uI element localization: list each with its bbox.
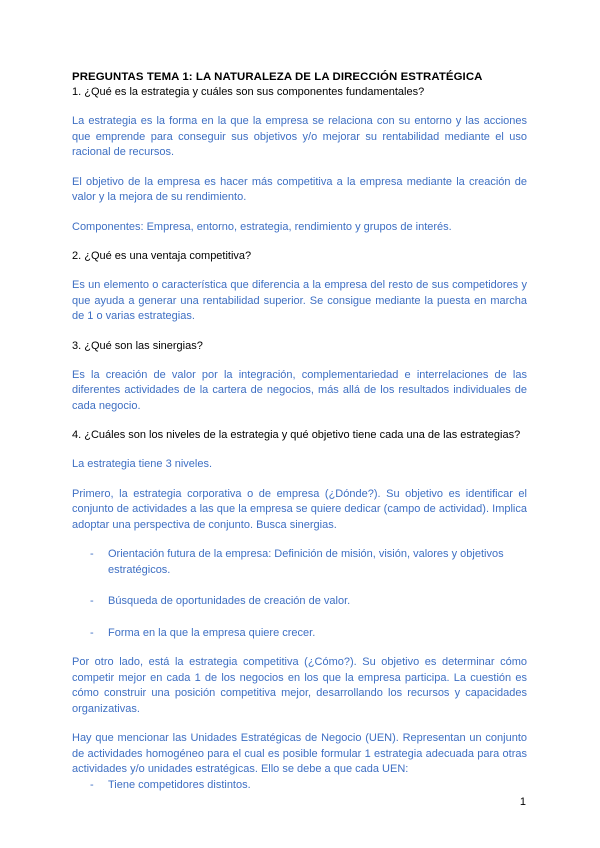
question-4: 4. ¿Cuáles son los niveles de la estrategia y qué objetivo tiene cada una de las estrategias? (72, 429, 521, 441)
corporate-strategy-list (72, 547, 527, 641)
bullet-dash: - (90, 626, 94, 639)
list-item (72, 626, 527, 642)
answer-1-paragraph-3: Componentes: Empresa, entorno, estrategia, rendimiento y grupos de interés. (72, 220, 452, 233)
answer-4-competitive-strategy: Por otro lado, está la estrategia competitiva (¿Cómo?). Su objetivo es determinar cómo competir mejor en cada 1 de los negocios en los que la empresa participa. La cuestión es cómo construir una posición competitiva mejor, desarrollando los recursos y capacidades organizativas. (72, 656, 527, 715)
list-item (72, 778, 527, 794)
bullet-dash: - (90, 548, 94, 560)
question-3: 3. ¿Qué son las sinergias? (72, 339, 203, 352)
answer-1-paragraph-1: La estrategia es la forma en la que la empresa se relaciona con su entorno y las acciones que emprende para conseguir sus objetivos y/o mejorar su rentabilidad mediante el uso racional de recursos. (72, 115, 527, 158)
list-item (72, 594, 527, 610)
list-item (72, 547, 527, 578)
list-item-text: Búsqueda de oportunidades de creación de valor. (108, 595, 351, 607)
document-content (72, 70, 527, 793)
answer-4-intro: La estrategia tiene 3 niveles. (72, 458, 213, 470)
list-item-text: Forma en la que la empresa quiere crecer. (108, 626, 316, 639)
answer-3: Es la creación de valor por la integración, complementariedad e interrelaciones de las diferentes actividades de la cartera de negocios, más allá de los resultados individuales de cada negocio. (72, 368, 527, 412)
bullet-dash: - (90, 778, 94, 791)
question-2: 2. ¿Qué es una ventaja competitiva? (72, 250, 252, 262)
answer-4-corporate-strategy: Primero, la estrategia corporativa o de empresa (¿Dónde?). Su objetivo es identificar el conjunto de actividades a las que la empresa se quiere dedicar (campo de actividad). Implica adoptar una perspectiva de conjunto. Busca sinergias. (72, 487, 527, 531)
uen-list (72, 778, 527, 794)
answer-1-paragraph-2: El objetivo de la empresa es hacer más competitiva a la empresa mediante la creación de valor y la mejora de su rendimiento. (72, 175, 527, 203)
page-number: 1 (519, 796, 526, 808)
answer-2: Es un elemento o característica que diferencia a la empresa del resto de sus competidores y que ayuda a generar una rentabilidad superior. Se consigue mediante la puesta en marcha de 1 o varias estrategias. (72, 279, 527, 322)
list-item-text: Orientación futura de la empresa: Definición de misión, visión, valores y objetivos estratégicos. (108, 548, 504, 576)
question-1: 1. ¿Qué es la estrategia y cuáles son sus componentes fundamentales? (72, 86, 425, 98)
answer-4-uen: Hay que mencionar las Unidades Estratégicas de Negocio (UEN). Representan un conjunto de actividades homogéneo para el cual es posible formular 1 estrategia adecuada para otras actividades y/o unidades estratégicas. Ello se debe a que cada UEN: (72, 732, 527, 775)
list-item-text: Tiene competidores distintos. (108, 778, 251, 791)
document-title: PREGUNTAS TEMA 1: LA NATURALEZA DE LA DIRECCIÓN ESTRATÉGICA (72, 71, 483, 83)
bullet-dash: - (90, 595, 94, 607)
